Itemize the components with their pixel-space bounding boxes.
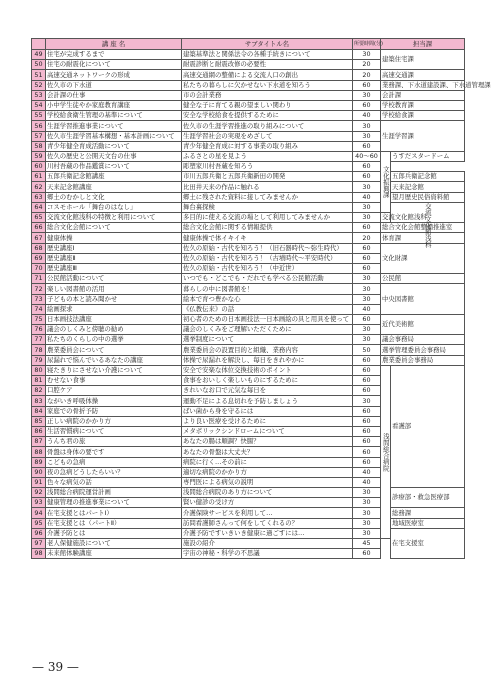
header-row	[32, 39, 465, 50]
course-subtitle: ふるさとの星を見よう	[182, 151, 353, 161]
row-number: 73	[32, 294, 46, 304]
duration-minutes: 60	[353, 263, 381, 273]
duration-minutes: 60	[353, 365, 381, 375]
course-name: こどもの急病	[46, 457, 182, 467]
row-number: 81	[32, 376, 46, 386]
duration-minutes: 30	[353, 488, 381, 498]
course-subtitle: 佐久の原始・古代を知ろう！（古墳時代〜平安時代）	[182, 253, 353, 263]
row-number: 86	[32, 426, 46, 436]
course-subtitle: メタボリックシンドロームについて	[182, 426, 353, 436]
duration-minutes: 30	[353, 498, 381, 508]
department-name: 会計課	[381, 90, 465, 100]
duration-minutes: 60	[353, 141, 381, 151]
duration-minutes: 30	[353, 528, 381, 538]
department-name: 近代美術館	[381, 314, 465, 334]
course-name: 住宅の耐震化について	[46, 60, 182, 70]
row-number: 57	[32, 131, 46, 141]
course-subtitle: 比田井天来の作品に触れる	[182, 182, 353, 192]
department-name: 看護部	[391, 365, 465, 487]
row-number: 50	[32, 60, 46, 70]
row-number: 67	[32, 233, 46, 243]
row-number: 92	[32, 488, 46, 498]
course-name: 健康管理の推進事業について	[46, 498, 182, 508]
course-subtitle: 食事をおいしく楽しいものにするために	[182, 376, 353, 386]
course-subtitle: より良い医療を受けるために	[182, 416, 353, 426]
row-number: 63	[32, 192, 46, 202]
duration-minutes: 60	[353, 355, 381, 365]
table-row	[32, 172, 465, 182]
course-name: 歴史講座Ⅰ	[46, 243, 182, 253]
duration-minutes: 30	[353, 325, 381, 335]
course-subtitle: 総合文化会館に関する情報提供	[182, 223, 353, 233]
duration-minutes: 60	[353, 80, 381, 90]
duration-minutes: 60	[353, 100, 381, 110]
course-name: 夜の急病どうしたらいい？	[46, 467, 182, 477]
table-row	[32, 518, 465, 528]
course-name: 郷土のむかしと文化	[46, 192, 182, 202]
row-number: 87	[32, 437, 46, 447]
department-name: 天来記念館	[391, 182, 465, 192]
duration-minutes: 60	[353, 549, 381, 559]
table-row	[32, 121, 465, 131]
department-name: 在宅支援室	[391, 528, 465, 559]
row-number: 56	[32, 121, 46, 131]
course-subtitle: 郷土に残された資料に接してみませんか	[182, 192, 353, 202]
course-subtitle: 健康体操で体イキイキ	[182, 233, 353, 243]
course-name: 正しい病院のかかり方	[46, 416, 182, 426]
duration-minutes: 30	[353, 274, 381, 284]
duration-minutes: 20	[353, 70, 381, 80]
row-number: 65	[32, 213, 46, 223]
course-subtitle: 健全な子に育てる親の望ましい関わり	[182, 100, 353, 110]
course-subtitle: 生涯学習社会の実現をめざして	[182, 131, 353, 141]
table-row	[32, 100, 465, 110]
duration-minutes: 30	[353, 508, 381, 518]
course-name: 交流文化館浅科の特徴と利用について	[46, 213, 182, 223]
table-row	[32, 274, 465, 284]
row-number: 90	[32, 467, 46, 477]
course-name: 在宅支援とは（パートⅡ）	[46, 518, 182, 528]
course-name: 私たちのくらしの中の選挙	[46, 335, 182, 345]
course-subtitle: 建築基準法と関係法令の各種手続きについて	[182, 50, 353, 60]
duration-minutes: 60	[353, 314, 381, 324]
row-number: 88	[32, 447, 46, 457]
course-name: 在宅支援とはパートⅠ）	[46, 508, 182, 518]
table-row	[32, 50, 465, 60]
duration-minutes: 30	[353, 121, 381, 131]
duration-minutes: 30	[353, 182, 381, 192]
course-subtitle: 市の会計業務	[182, 90, 353, 100]
row-number: 55	[32, 111, 46, 121]
department-name: 議会事務局	[381, 335, 465, 345]
header-subtitle: サブタイトル名	[182, 39, 353, 50]
row-number: 75	[32, 314, 46, 324]
duration-minutes: 60	[353, 172, 381, 182]
table-row	[32, 528, 465, 538]
row-number: 74	[32, 304, 46, 314]
row-number: 60	[32, 162, 46, 172]
course-name: うんち君の旅	[46, 437, 182, 447]
course-name: 未来館体験講座	[46, 549, 182, 559]
row-number: 52	[32, 80, 46, 90]
duration-minutes: 30	[353, 518, 381, 528]
course-name: ながいき呼吸体操	[46, 396, 182, 406]
duration-minutes: 30	[353, 335, 381, 345]
department-name: 総務課	[391, 508, 465, 518]
duration-minutes: 60	[353, 457, 381, 467]
table-row	[32, 284, 465, 294]
duration-minutes: 60	[353, 253, 381, 263]
table-row	[32, 488, 465, 498]
department-name: 選挙管理委員会事務局	[381, 345, 465, 355]
department-name: 総合文化会館整備推進室	[381, 223, 465, 233]
course-subtitle: 暮らしの中に図書館を！	[182, 284, 353, 294]
course-name: 総合文化会館について	[46, 223, 182, 233]
course-subtitle: あなたの腸は順調？快腸？	[182, 437, 353, 447]
course-subtitle: 訪問看護師さんって何をしてくれるの？	[182, 518, 353, 528]
course-subtitle: 運動不足による息切れを予防しましょう	[182, 396, 353, 406]
course-subtitle: 議会のしくみをご理解いただくために	[182, 325, 353, 335]
duration-minutes: 60	[353, 162, 381, 172]
course-name: 天来記念館講座	[46, 182, 182, 192]
row-number: 93	[32, 498, 46, 508]
course-subtitle: 舞台裏探検	[182, 202, 353, 212]
duration-minutes: 30	[353, 131, 381, 141]
header-minutes: 所要時間(分)	[353, 39, 381, 50]
department-group: 浅間総合病院	[381, 365, 391, 538]
duration-minutes: 60	[353, 243, 381, 253]
course-subtitle: 安全な学校給食を提供するために	[182, 111, 353, 121]
department-name: 診療部・救急医療部	[391, 488, 465, 508]
department-name: 建築住宅課	[381, 50, 465, 70]
table-row	[32, 314, 465, 324]
department-name: 学校教育課	[381, 100, 465, 110]
duration-minutes: 40	[353, 192, 381, 202]
course-subtitle: 安全で安楽な体位交換技術のポイント	[182, 365, 353, 375]
duration-minutes: 60	[353, 437, 381, 447]
department-name: 体育課	[381, 233, 465, 243]
course-subtitle: あなたの骨盤は大丈夫？	[182, 447, 353, 457]
course-subtitle: 賢い健診の受け方	[182, 498, 353, 508]
table-row	[32, 243, 465, 253]
department-name: 望月歴史民俗資料館	[391, 192, 465, 202]
table-row	[32, 345, 465, 355]
duration-minutes: 50	[353, 345, 381, 355]
row-number: 61	[32, 172, 46, 182]
course-name: 佐久市生涯学習基本構想・基本計画について	[46, 131, 182, 141]
duration-minutes: 20	[353, 233, 381, 243]
course-name: 議会のしくみと傍聴の勧め	[46, 325, 182, 335]
department-name: 農業委員会事務局	[381, 355, 465, 365]
duration-minutes: 60	[353, 386, 381, 396]
row-number: 85	[32, 416, 46, 426]
table-row	[32, 233, 465, 243]
row-number: 78	[32, 345, 46, 355]
row-number: 62	[32, 182, 46, 192]
course-subtitle: 農業委員会の設置目的と組織、業務内容	[182, 345, 353, 355]
course-subtitle: 高速交通網の整備による交流人口の創出	[182, 70, 353, 80]
course-name: 佐久の歴史と公開天文台の仕事	[46, 151, 182, 161]
row-number: 64	[32, 202, 46, 212]
row-number: 80	[32, 365, 46, 375]
course-name: 青少年健全育成活動について	[46, 141, 182, 151]
header-no	[32, 39, 46, 50]
course-name: コスモホール「舞台のはなし」	[46, 202, 182, 212]
department-name: 文化財課	[381, 243, 465, 274]
duration-minutes: 30	[353, 284, 381, 294]
duration-minutes: 60	[353, 426, 381, 436]
table-row	[32, 192, 465, 202]
table-row	[32, 90, 465, 100]
page-number: — 39 —	[32, 660, 79, 674]
course-name: むせない食事	[46, 376, 182, 386]
header-dept: 担当課	[381, 39, 465, 50]
row-number: 91	[32, 477, 46, 487]
course-name: 健康体操	[46, 233, 182, 243]
course-subtitle: 絵本で育つ豊かな心	[182, 294, 353, 304]
table-row	[32, 151, 465, 161]
table-row	[32, 162, 465, 172]
course-name: 家庭での骨折予防	[46, 406, 182, 416]
course-table	[31, 38, 491, 559]
department-name: 交流文化館浅科	[382, 213, 427, 222]
duration-minutes: 60	[353, 447, 381, 457]
row-number: 71	[32, 274, 46, 284]
course-subtitle: 耐震診断と耐震改修の必要性	[182, 60, 353, 70]
course-subtitle: 《仏教伝来》の話	[182, 304, 353, 314]
duration-minutes: 60	[353, 223, 381, 233]
row-number: 97	[32, 539, 46, 549]
row-number: 59	[32, 151, 46, 161]
course-subtitle: 佐久の原始・古代を知ろう！（旧石器時代〜弥生時代）	[182, 243, 353, 253]
row-number: 72	[32, 284, 46, 294]
course-name: 佐久市の下水道	[46, 80, 182, 90]
duration-minutes: 30	[353, 90, 381, 100]
course-name: 歴史講座Ⅱ	[46, 253, 182, 263]
course-name: 老人保健施設について	[46, 539, 182, 549]
course-subtitle: 専門医による病気の説明	[182, 477, 353, 487]
table-row	[32, 70, 465, 80]
row-number: 76	[32, 325, 46, 335]
department-name: うすだスタードーム	[391, 151, 465, 161]
course-name: 歴史講座Ⅲ	[46, 263, 182, 273]
course-subtitle: 病院に行く…その前に	[182, 457, 353, 467]
course-name: 介護予防とは	[46, 528, 182, 538]
course-name: 小中学生徒やか家庭教育講座	[46, 100, 182, 110]
table-row	[32, 335, 465, 345]
course-subtitle: 私たちの暮らしに欠かせない下水道を知ろう	[182, 80, 353, 90]
duration-minutes: 30	[353, 50, 381, 60]
course-name: 農業委員会について	[46, 345, 182, 355]
course-name: 生涯学習推進事業について	[46, 121, 182, 131]
header-course: 講 座 名	[46, 39, 182, 50]
row-number: 58	[32, 141, 46, 151]
course-subtitle: いつでも・どこでも・だれでも学べる公民館活動	[182, 274, 353, 284]
duration-minutes: 30	[353, 213, 381, 223]
course-name: 浅間総合病院運営計画	[46, 488, 182, 498]
course-name: 高速交通ネットワークの形成	[46, 70, 182, 80]
course-subtitle: 佐久市の生涯学習推進の取り組みについて	[182, 121, 353, 131]
duration-minutes: 40	[353, 111, 381, 121]
row-number: 95	[32, 518, 46, 528]
department-name: 高速交通課	[381, 70, 465, 80]
row-number: 83	[32, 396, 46, 406]
course-name: 口腔ケア	[46, 386, 182, 396]
table-row	[32, 355, 465, 365]
course-subtitle: きれいなお口で元気な毎日を	[182, 386, 353, 396]
course-name: 公民館活動について	[46, 274, 182, 284]
department-name: 生涯学習課	[381, 121, 465, 152]
course-subtitle: 宇宙の神秘・科学の不思議	[182, 549, 353, 559]
course-subtitle: 介護保険サービスを利用して…	[182, 508, 353, 518]
department-name: 中央図書館	[381, 284, 465, 315]
course-name: 子どもの本と読み聞かせ	[46, 294, 182, 304]
course-subtitle: ばい菌から身を守るには	[182, 406, 353, 416]
course-name: 学校給食衛生管理の基準について	[46, 111, 182, 121]
course-name: 日本画技法講座	[46, 314, 182, 324]
row-number: 49	[32, 50, 46, 60]
course-subtitle: 選挙制度について	[182, 335, 353, 345]
course-subtitle: 青少年健全育成に対する事業の取り組み	[182, 141, 353, 151]
department-name: 地域医療室	[391, 518, 465, 528]
course-name: 色々な病気の話	[46, 477, 182, 487]
table-row	[32, 223, 465, 233]
duration-minutes: 60	[353, 376, 381, 386]
course-name: 寝たきりにさせない介護について	[46, 365, 182, 375]
table-row	[32, 182, 465, 192]
course-name: 絵画探求	[46, 304, 182, 314]
row-number: 68	[32, 243, 46, 253]
duration-minutes: 40	[353, 467, 381, 477]
course-subtitle: 介護予防ですいきいき健康に過ごすには…	[182, 528, 353, 538]
department-name: 五郎兵衛記念館	[391, 172, 465, 182]
department-group: 文化振興課	[381, 151, 391, 212]
duration-minutes: 60	[353, 416, 381, 426]
course-subtitle: 佐久の原始・古代を知ろう！（中近世）	[182, 263, 353, 273]
duration-minutes: 45	[353, 539, 381, 549]
department-name: 業務課、下水道建設課、下水道管理課	[382, 80, 491, 89]
department-name: 公民館	[381, 274, 465, 284]
course-subtitle: 体操で尿漏れを解決し、毎日をきれやかに	[182, 355, 353, 365]
row-number: 54	[32, 100, 46, 110]
course-name: 骨盤は身体の要です	[46, 447, 182, 457]
row-number: 70	[32, 263, 46, 273]
duration-minutes: 30	[353, 396, 381, 406]
duration-minutes: 20	[353, 60, 381, 70]
duration-minutes: 30	[353, 202, 381, 212]
row-number: 79	[32, 355, 46, 365]
course-subtitle: 彫塑家川村吾蔵を知ろう	[182, 162, 353, 172]
course-name: 会計課の仕事	[46, 90, 182, 100]
duration-minutes: 60	[353, 406, 381, 416]
department-group: 交流文化館浅科	[391, 202, 465, 222]
course-subtitle: 適切な病院のかかり方	[182, 467, 353, 477]
course-name: 尿漏れで悩んでいるあなたの講座	[46, 355, 182, 365]
row-number: 51	[32, 70, 46, 80]
course-subtitle: 施設の紹介	[182, 539, 353, 549]
course-subtitle: 市川五郎兵衛と五郎兵衛新田の開発	[182, 172, 353, 182]
table-row	[32, 111, 465, 121]
course-name: 楽しい図書館の活用	[46, 284, 182, 294]
row-number: 98	[32, 549, 46, 559]
course-name: 川村吾蔵の作品鑑賞について	[46, 162, 182, 172]
course-name: 住宅が完成するまで	[46, 50, 182, 60]
course-name: 生活習慣病について	[46, 426, 182, 436]
row-number: 96	[32, 528, 46, 538]
course-name: 五郎兵衛記念館講座	[46, 172, 182, 182]
course-subtitle: 浅間総合病院のあり方について	[182, 488, 353, 498]
course-subtitle: 初心者のための日本画技法一日本画絵の具と用具を使って	[182, 314, 353, 324]
row-number: 66	[32, 223, 46, 233]
row-number: 94	[32, 508, 46, 518]
row-number: 69	[32, 253, 46, 263]
table-row	[32, 80, 465, 90]
table-row	[32, 365, 465, 375]
duration-minutes: 40〜60	[353, 151, 381, 161]
department-name: 学校給食課	[381, 111, 465, 121]
table-row	[32, 202, 465, 212]
duration-minutes: 40	[353, 304, 381, 314]
duration-minutes: 40	[353, 477, 381, 487]
table-row	[32, 508, 465, 518]
row-number: 84	[32, 406, 46, 416]
row-number: 82	[32, 386, 46, 396]
course-subtitle: 多目的に使える交流の場として利用してみませんか	[182, 213, 353, 223]
duration-minutes: 30	[353, 294, 381, 304]
row-number: 89	[32, 457, 46, 467]
row-number: 77	[32, 335, 46, 345]
row-number: 53	[32, 90, 46, 100]
